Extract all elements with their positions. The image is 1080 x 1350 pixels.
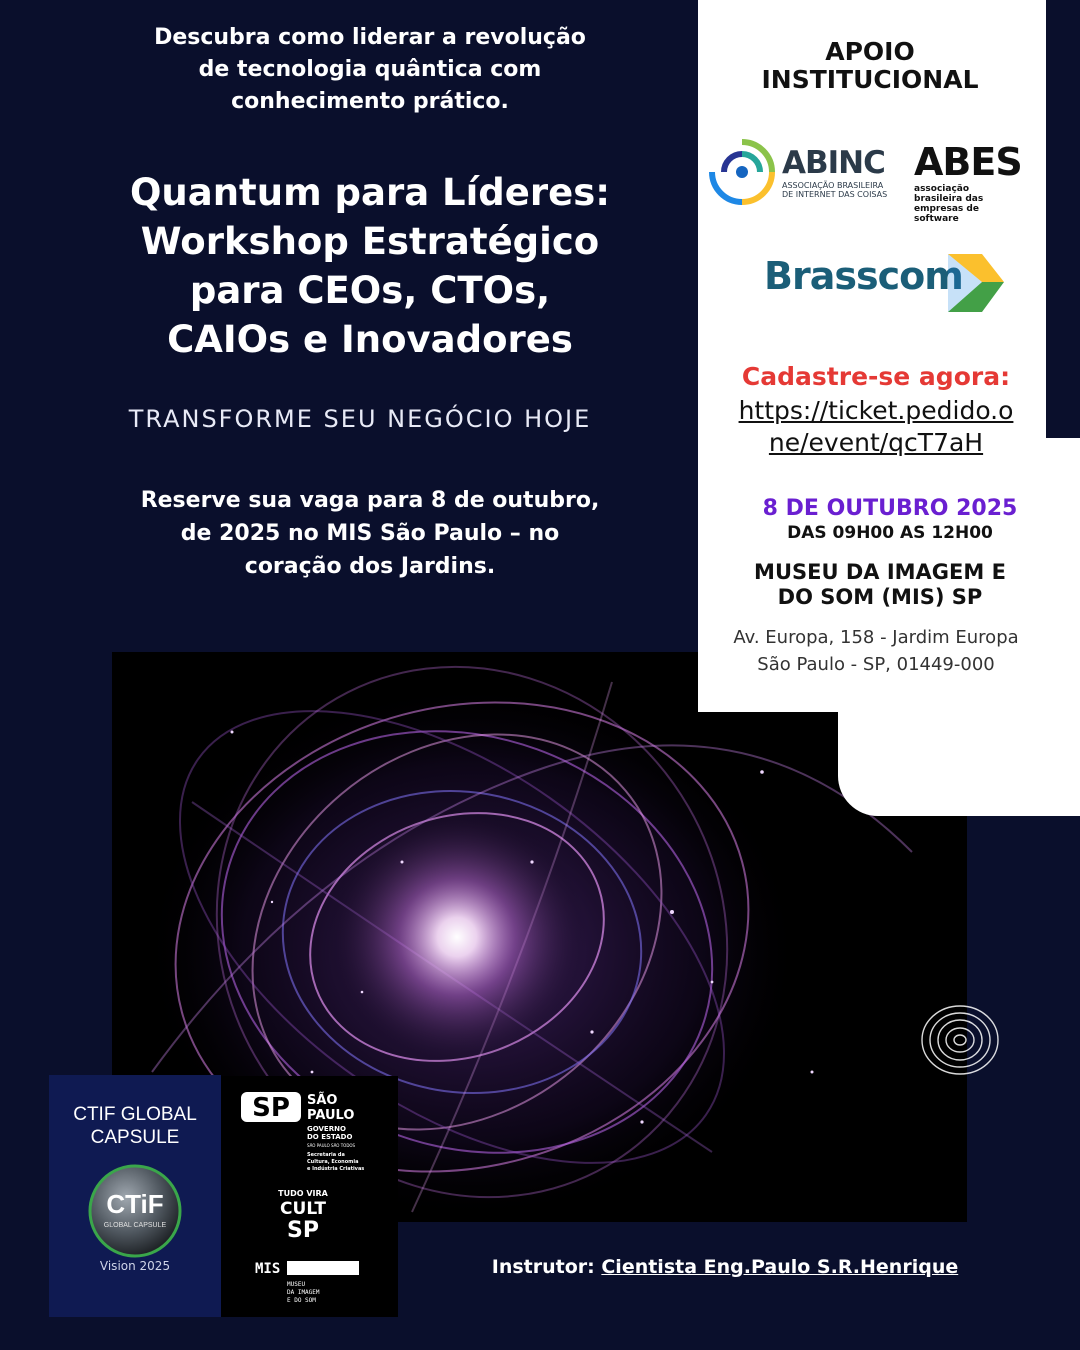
- sp-gov-line: DO ESTADO: [307, 1133, 353, 1141]
- sp-mark-text: SP: [252, 1093, 290, 1123]
- sp-secretaria-line: Secretaria da: [307, 1152, 345, 1158]
- venue-line: MUSEU DA IMAGEM E: [754, 560, 1006, 584]
- abinc-logo-icon: [706, 136, 778, 208]
- support-heading-line: APOIO: [825, 37, 915, 66]
- ctif-title-line: CTIF GLOBAL: [73, 1104, 197, 1125]
- cult-text: CULT: [280, 1199, 326, 1219]
- instructor-line: [470, 1256, 980, 1278]
- ctif-logo-sub: GLOBAL CAPSULE: [103, 1222, 167, 1229]
- register-link-line[interactable]: https://ticket.pedido.o: [738, 396, 1014, 425]
- address-line: São Paulo - SP, 01449-000: [757, 654, 995, 675]
- ctif-vision: Vision 2025: [99, 1259, 171, 1273]
- support-heading: [720, 38, 1020, 94]
- page-title: [110, 168, 630, 364]
- register-link[interactable]: [712, 395, 1040, 459]
- title-line: Workshop Estratégico: [140, 220, 600, 263]
- instructor-label: Instrutor:: [491, 1256, 602, 1278]
- register-link-line[interactable]: ne/event/qcT7aH: [768, 428, 984, 457]
- abes-subtitle: [914, 184, 983, 224]
- ctif-logo-text: CTiF: [106, 1189, 164, 1219]
- abes-subtitle-line: associação: [914, 184, 970, 194]
- sp-slogan: SÃO PAULO SÃO TODOS: [307, 1143, 356, 1148]
- title-line: CAIOs e Inovadores: [167, 318, 573, 361]
- sp-paulo-text: PAULO: [307, 1108, 355, 1123]
- venue-address: [712, 624, 1040, 678]
- abinc-subtitle-line: ASSOCIAÇÃO BRASILEIRA: [782, 181, 884, 190]
- ctif-title-line: CAPSULE: [90, 1127, 180, 1148]
- event-date: 8 DE OUTUBRO 2025: [762, 496, 1018, 521]
- intro-line: Descubra como liderar a revolução: [154, 25, 586, 50]
- swirl-decoration-icon: [918, 1002, 1002, 1078]
- register-label: Cadastre-se agora:: [741, 362, 1011, 391]
- mis-line: MUSEU: [287, 1281, 306, 1288]
- reserve-line: coração dos Jardins.: [244, 554, 496, 579]
- abes-name: ABES: [914, 140, 1022, 184]
- title-line: Quantum para Líderes:: [129, 171, 611, 214]
- reserve-text: [120, 484, 620, 583]
- abinc-subtitle-line: DE INTERNET DAS COISAS: [782, 190, 888, 199]
- event-time: DAS 09H00 AS 12H00: [787, 523, 993, 543]
- abinc-name: ABINC: [782, 145, 885, 181]
- intro-line: de tecnologia quântica com: [198, 57, 542, 82]
- tagline: TRANSFORME SEU NEGÓCIO HOJE: [128, 405, 592, 433]
- support-heading-line: INSTITUCIONAL: [761, 65, 979, 94]
- cult-sp-text: SP: [287, 1218, 319, 1243]
- mis-line: DA IMAGEM: [287, 1289, 320, 1296]
- title-line: para CEOs, CTOs,: [189, 269, 551, 312]
- ctif-logo-card: [49, 1075, 221, 1317]
- ctif-title: [49, 1103, 221, 1149]
- reserve-line: Reserve sua vaga para 8 de outubro,: [140, 488, 600, 513]
- instructor-name-link[interactable]: Cientista Eng.Paulo S.R.Henrique: [601, 1256, 959, 1278]
- intro-line: conhecimento prático.: [231, 89, 509, 114]
- venue-line: DO SOM (MIS) SP: [777, 585, 983, 609]
- intro-text: [120, 22, 620, 118]
- sp-sao-text: SÃO: [307, 1093, 338, 1108]
- sp-secretaria-line: Cultura, Economia: [307, 1159, 359, 1165]
- sp-secretaria-line: e Indústria Criativas: [307, 1166, 365, 1172]
- sp-gov-logo-card: [221, 1076, 398, 1317]
- sp-gov-logo: [221, 1076, 398, 1317]
- cult-tudo-text: TUDO VIRA: [278, 1189, 328, 1198]
- sp-gov-line: GOVERNO: [307, 1125, 346, 1133]
- mis-text: MIS: [255, 1261, 281, 1277]
- venue-name: [720, 560, 1040, 610]
- mis-line: E DO SOM: [287, 1297, 316, 1304]
- abinc-subtitle: [782, 181, 902, 199]
- abes-subtitle-line: brasileira das: [914, 194, 984, 204]
- abes-subtitle-line: empresas de: [914, 204, 979, 214]
- abes-subtitle-line: software: [914, 214, 959, 224]
- address-line: Av. Europa, 158 - Jardim Europa: [733, 627, 1019, 648]
- ctif-globe-icon: [87, 1163, 183, 1259]
- brasscom-arrow-icon: [940, 250, 1008, 316]
- reserve-line: de 2025 no MIS São Paulo – no: [180, 521, 560, 546]
- brasscom-name: Brasscom: [764, 254, 963, 298]
